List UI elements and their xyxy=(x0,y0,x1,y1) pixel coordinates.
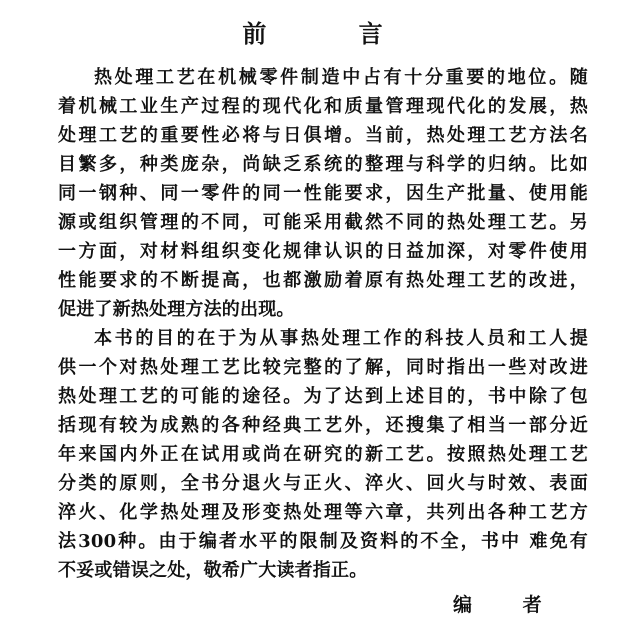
paragraph-1-line-1: 热处理工艺在机械零件制造中占有十分重要的地位。随 xyxy=(94,67,588,88)
paragraph-1-line-9: 促进了新热处理方法的出现。 xyxy=(58,299,295,320)
paragraph-1-line-6: 源或组织管理的不同，可能采用截然不同的热处理工艺。另 xyxy=(58,212,588,233)
page-title: 前 言 xyxy=(242,19,425,48)
paragraph-2-line-9: 不妥或错误之处，敬希广大读者指正。 xyxy=(58,560,368,581)
paragraph-1-line-8: 性能要求的不断提高，也都激励着原有热处理工艺的改进， xyxy=(58,270,588,291)
paragraph-2-line-7: 淬火、化学热处理及形变热处理等六章，共列出各种工艺方 xyxy=(58,502,588,523)
paragraph-2-line-6: 分类的原则，全书分退火与正火、淬火、回火与时效、表面 xyxy=(58,473,588,494)
paragraph-1-line-7: 一方面，对材料组织变化规律认识的日益加深，对零件使用 xyxy=(58,241,588,262)
paragraph-2-line-5: 年来国内外正在试用或尚在研究的新工艺。按照热处理工艺 xyxy=(58,444,588,465)
preface-body xyxy=(58,63,588,585)
paragraph-2-line-2: 供一个对热处理工艺比较完整的了解，同时指出一些对改进 xyxy=(58,357,588,378)
paragraph-1-line-3: 处理工艺的重要性必将与日俱增。当前，热处理工艺方法名 xyxy=(58,125,588,146)
paragraph-2-line-4: 括现有较为成熟的各种经典工艺外，还搜集了相当一部分近 xyxy=(58,415,588,436)
paragraph-2-line-8: 法300种。由于编者水平的限制及资料的不全，书中 难免有 xyxy=(58,531,588,552)
paragraph-1-line-2: 着机械工业生产过程的现代化和质量管理现代化的发展，热 xyxy=(58,96,588,117)
paragraph-2-line-1: 本书的目的在于为从事热处理工作的科技人员和工人提 xyxy=(94,328,588,349)
paragraph-1-line-4: 目繁多，种类庞杂，尚缺乏系统的整理与科学的归纳。比如 xyxy=(58,154,588,175)
paragraph-1-line-5: 同一钢种、同一零件的同一性能要求，因生产批量、使用能 xyxy=(58,183,588,204)
author-signature: 编 者 xyxy=(453,594,564,616)
paragraph-2-line-3: 热处理工艺的可能的途径。为了达到上述目的，书中除了包 xyxy=(58,386,588,407)
